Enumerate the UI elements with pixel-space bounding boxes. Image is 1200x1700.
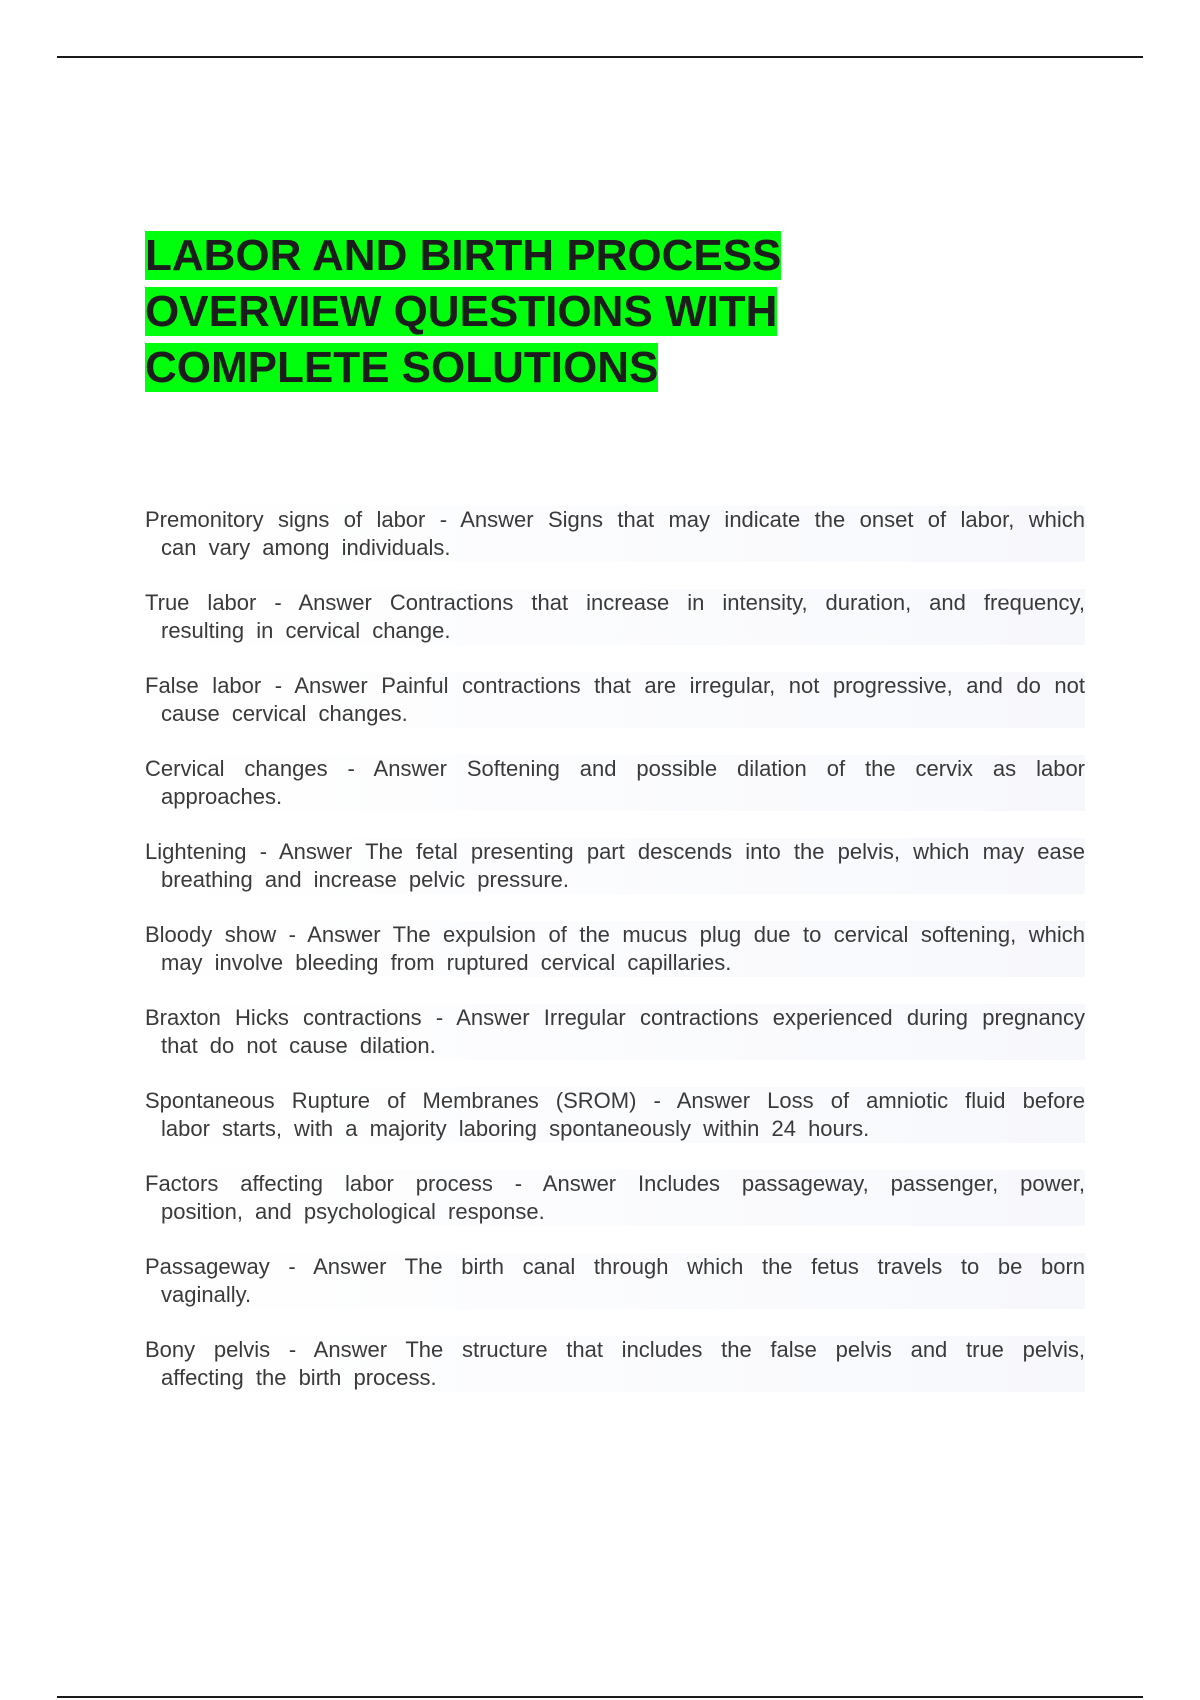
qa-entry-true-labor: True labor - Answer Contractions that increase in intensity, duration, and frequency, resulting in cervical change.: [145, 590, 1085, 643]
top-rule: [57, 56, 1143, 58]
qa-list: [145, 506, 1085, 1419]
qa-entry-cervical-changes: Cervical changes - Answer Softening and possible dilation of the cervix as labor approaches.: [145, 756, 1085, 809]
qa-entry-passageway: Passageway - Answer The birth canal through which the fetus travels to be born vaginally.: [145, 1254, 1085, 1307]
qa-entry-bony-pelvis: Bony pelvis - Answer The structure that includes the false pelvis and true pelvis, affecting the birth process.: [145, 1337, 1085, 1390]
qa-entry-braxton-hicks: Braxton Hicks contractions - Answer Irregular contractions experienced during pregnancy that do not cause dilation.: [145, 1005, 1085, 1058]
title-line-1: LABOR AND BIRTH PROCESS: [145, 231, 782, 280]
qa-entry-srom: Spontaneous Rupture of Membranes (SROM) - Answer Loss of amniotic fluid before labor starts, with a majority laboring spontaneously within 24 hours.: [145, 1088, 1085, 1141]
qa-entry-bloody-show: Bloody show - Answer The expulsion of the mucus plug due to cervical softening, which may involve bleeding from ruptured cervical capillaries.: [145, 922, 1085, 975]
title-line-3: COMPLETE SOLUTIONS: [145, 343, 659, 392]
qa-entry-factors-affecting-labor: Factors affecting labor process - Answer Includes passageway, passenger, power, position, and psychological response.: [145, 1171, 1085, 1224]
qa-entry-lightening: Lightening - Answer The fetal presenting part descends into the pelvis, which may ease breathing and increase pelvic pressure.: [145, 839, 1085, 892]
document-title: [145, 228, 905, 396]
bottom-rule: [57, 1696, 1143, 1698]
qa-entry-premonitory-signs: Premonitory signs of labor - Answer Signs that may indicate the onset of labor, which can vary among individuals.: [145, 507, 1085, 560]
title-line-2: OVERVIEW QUESTIONS WITH: [145, 287, 778, 336]
qa-entry-false-labor: False labor - Answer Painful contractions that are irregular, not progressive, and do not cause cervical changes.: [145, 673, 1085, 726]
